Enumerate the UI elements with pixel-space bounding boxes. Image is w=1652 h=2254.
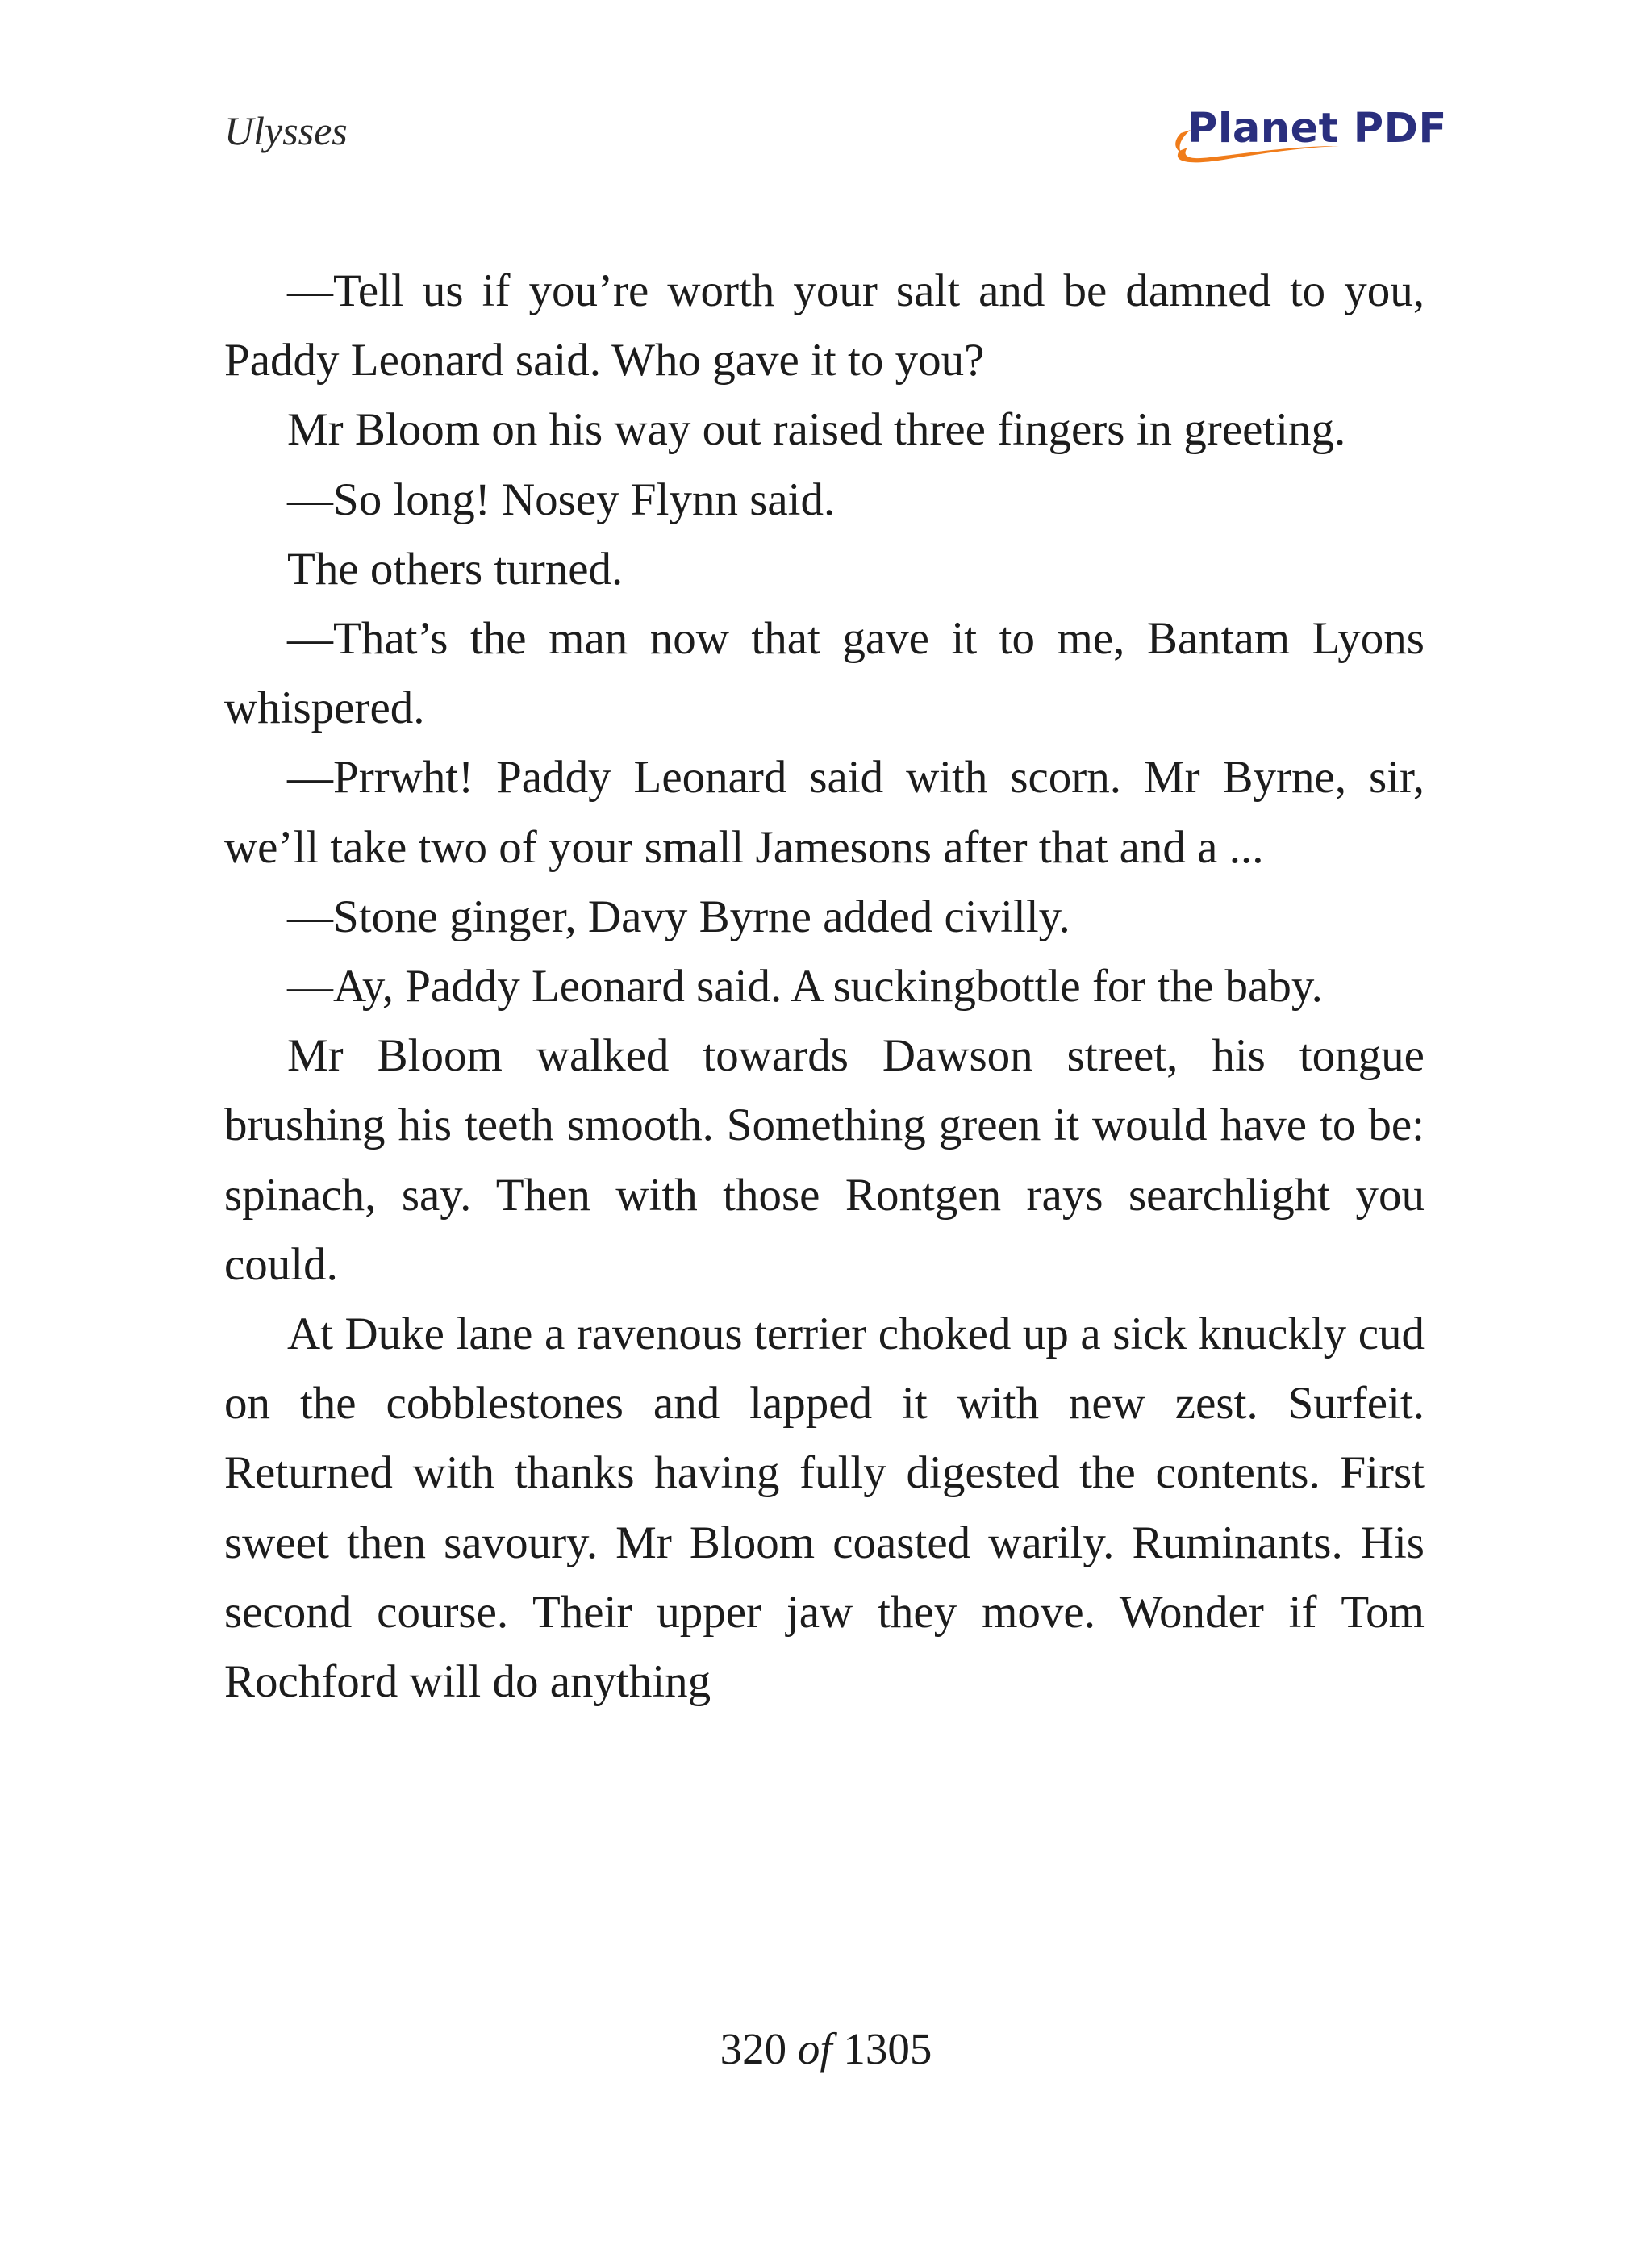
- paragraph: At Duke lane a ravenous terrier choked up a sick knuckly cud on the cobblestones and lapped it with new zest. Surfeit. Returned with thanks having fully digested the contents. First sweet then savoury. Mr Bloom coasted warily. Ruminants. His second course. Their upper jaw they move. Wonder if Tom Rochford will do anything: [224, 1309, 1425, 1708]
- page-number: [0, 2021, 1652, 2077]
- paragraph: The others turned.: [287, 543, 624, 595]
- page-header: [0, 0, 1652, 210]
- of-label: of: [797, 2024, 832, 2073]
- paragraph: —Stone ginger, Davy Byrne added civilly.: [287, 891, 1070, 942]
- total-pages: 1305: [843, 2024, 932, 2073]
- paragraph: —Prrwht! Paddy Leonard said with scorn. Mr Byrne, sir, we’ll take two of your small Jamesons after that and a ...: [224, 752, 1425, 873]
- paragraph: —Tell us if you’re worth your salt and be damned to you, Paddy Leonard said. Who gave it to you?: [224, 265, 1425, 386]
- current-page: 320: [720, 2024, 787, 2073]
- logo-text: Planet PDF: [1187, 105, 1447, 152]
- paragraph: Mr Bloom walked towards Dawson street, his tongue brushing his teeth smooth. Something green it would have to be: spinach, say. Then with those Rontgen rays searchlight you could.: [224, 1030, 1425, 1290]
- page-body: [224, 257, 1425, 1717]
- planet-pdf-logo: [1170, 101, 1447, 173]
- paragraph: —That’s the man now that gave it to me, Bantam Lyons whispered.: [224, 613, 1425, 734]
- running-title: Ulysses: [224, 108, 348, 153]
- paragraph: —So long! Nosey Flynn said.: [287, 474, 836, 525]
- paragraph: Mr Bloom on his way out raised three fingers in greeting.: [287, 404, 1346, 456]
- paragraph: —Ay, Paddy Leonard said. A suckingbottle for the baby.: [287, 961, 1323, 1012]
